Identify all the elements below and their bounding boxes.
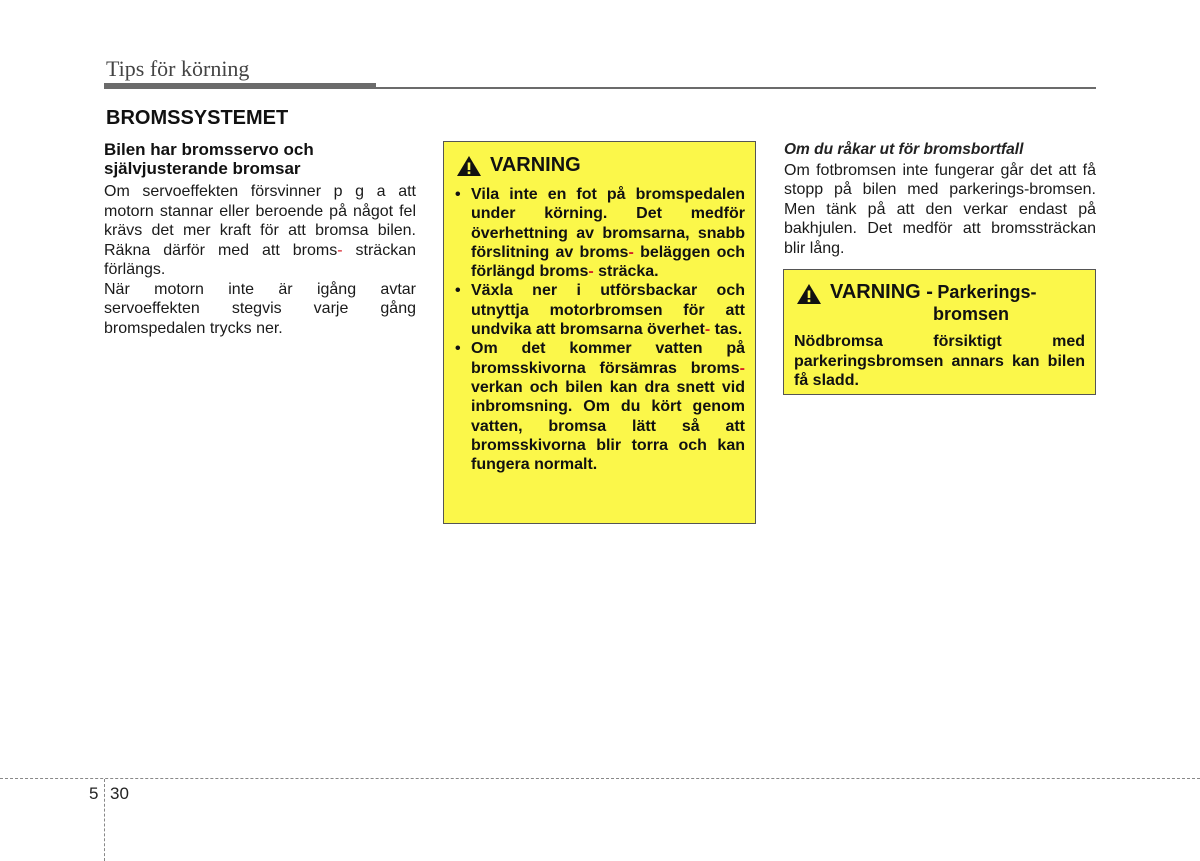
paragraph-engine-off: När motorn inte är igång avtar servoeffekten stegvis varje gång bromspedalen trycks ner. bbox=[104, 280, 416, 337]
column-left bbox=[104, 140, 416, 338]
warning-item: • Vila inte en fot på bromspedalen under körning. Det medför överhettning av bromsarna, snabb förslitning av broms- beläggen och förlängd broms- sträcka. bbox=[454, 185, 745, 281]
warning-list bbox=[454, 185, 745, 474]
warning-box-brake bbox=[443, 141, 756, 524]
section-heading: BROMSSYSTEMET bbox=[106, 107, 289, 129]
chapter-number: 5 bbox=[89, 784, 99, 803]
warning-triangle-icon bbox=[796, 283, 822, 305]
paragraph-servo: Om servoeffekten försvinner p g a att motorn stannar eller beroende på något fel krävs det mer kraft för att bromsa bilen. Räkna därför med att broms- sträckan förlängs. bbox=[104, 183, 416, 278]
page-number: 30 bbox=[110, 784, 129, 803]
footer-vertical-divider bbox=[104, 779, 105, 861]
warning-item: • Växla ner i utförsbackar och utnyttja motorbromsen för att undvika att bromsarna överhet- tas. bbox=[454, 281, 745, 339]
subsection-heading: Bilen har bromsservo och självjusterande bromsar bbox=[104, 140, 314, 178]
subsection-heading-brake-failure: Om du råkar ut för bromsbortfall bbox=[784, 141, 1024, 158]
warning-box-parking-brake bbox=[783, 269, 1096, 395]
warning-item: • Om det kommer vatten på bromsskivorna försämras broms- verkan och bilen kan dra snett vid inbromsning. Om du kört genom vatten, bromsa lätt så att bromsskivorna blir torra och kan fungera normalt. bbox=[454, 339, 745, 474]
footer-divider bbox=[0, 778, 1200, 779]
warning-triangle-icon bbox=[456, 155, 482, 177]
paragraph-brake-failure: Om fotbromsen inte fungerar går det att få stopp på bilen med parkerings-bromsen. Men tänk på att den verkar endast på bakhjulen. Det medför att bromssträckan blir lång. bbox=[784, 161, 1096, 257]
header-rule-thick bbox=[104, 83, 376, 89]
chapter-header-title: Tips för körning bbox=[106, 56, 250, 81]
warning-body: Nödbromsa försiktigt med parkeringsbromsen annars kan bilen få sladd. bbox=[794, 333, 1085, 389]
warning-title: VARNING - Parkerings- bromsen bbox=[830, 281, 1037, 324]
header-rule-thin bbox=[376, 87, 1096, 89]
column-right bbox=[784, 140, 1096, 258]
warning-title: VARNING bbox=[490, 154, 581, 176]
